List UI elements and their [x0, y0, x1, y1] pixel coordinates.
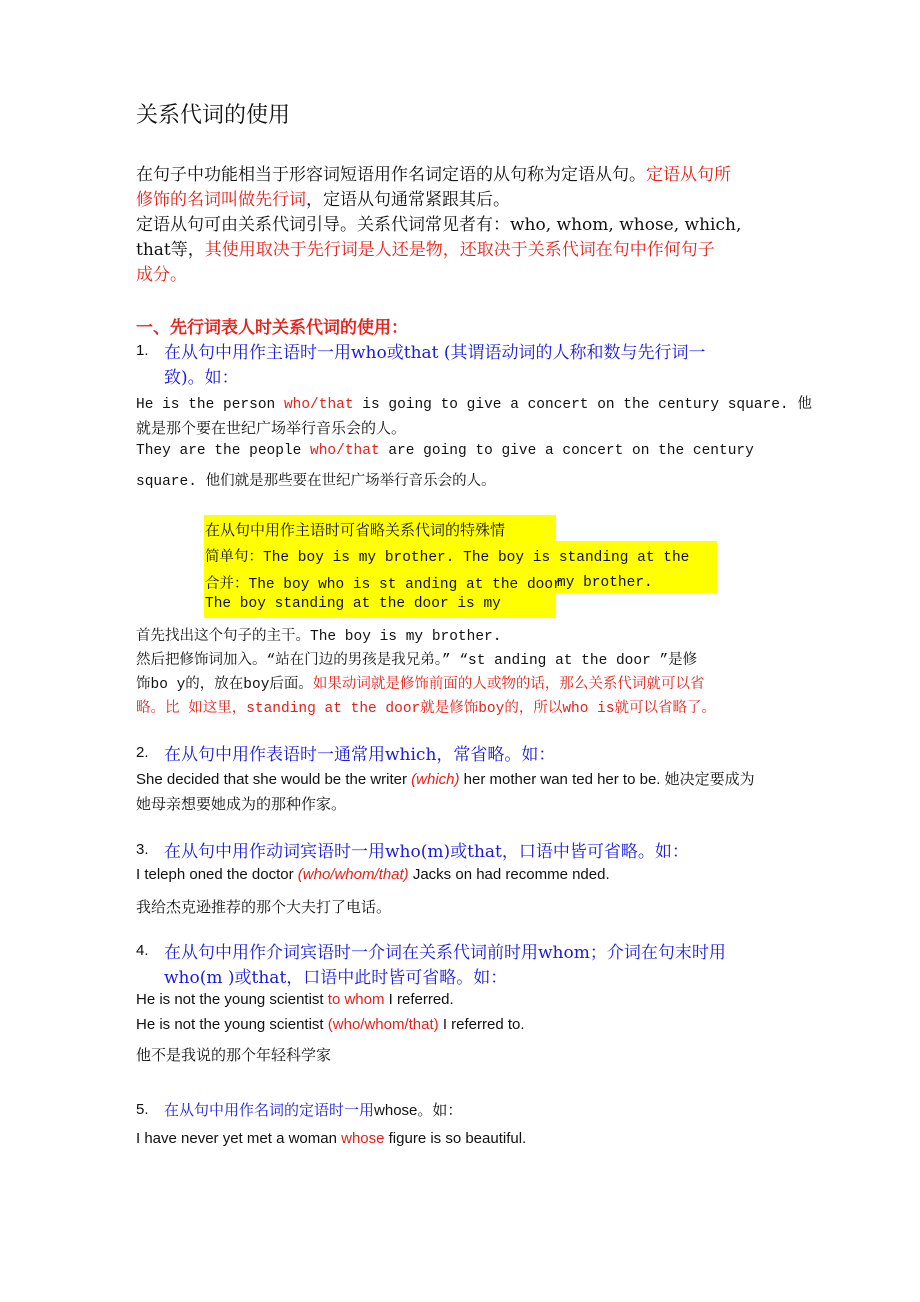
explanation-line: 略。比 如这里，standing at the door就是修饰boy的，所以who is就可以省略了。: [136, 701, 717, 717]
item-heading: 在从句中用作动词宾语时一用who(m)或that，口语中皆可省略。如：: [164, 842, 689, 862]
example-text: They are the people: [136, 443, 311, 459]
relative-pronoun: who/that: [283, 397, 354, 413]
example-translation: 他不是我说的那个年轻科学家: [136, 1046, 332, 1064]
item-heading: [164, 1099, 462, 1120]
translation-text: 他们就是那些要在世纪广场举行音乐会的人。: [205, 473, 496, 489]
relative-pronoun: (who/whom/that): [297, 866, 409, 883]
item-heading: 在从句中用作表语时一通常用which，常省略。如：: [164, 745, 556, 765]
explanation-text: 饰bo y的，放在boy后面。: [136, 677, 313, 693]
item-number: 3.: [136, 841, 149, 858]
example-text: Jacks on had recomme nded.: [408, 866, 610, 883]
section-heading: 一、先行词表人时关系代词的使用：: [136, 318, 408, 338]
relative-pronoun: (which): [411, 771, 460, 788]
intro-line: 定语从句可由关系代词引导。关系代词常见者有：who, whom, whose, which,: [136, 215, 742, 235]
example-sentence: [136, 768, 755, 789]
example-text: I teleph oned the doctor: [136, 866, 298, 883]
example-sentence: [136, 1130, 526, 1147]
example-sentence: [136, 991, 454, 1008]
example-text: He is not the young scientist: [136, 1016, 328, 1033]
item-number: 4.: [136, 942, 149, 959]
example-text: figure is so beautiful.: [384, 1130, 527, 1147]
example-text: She decided that she would be the writer: [136, 771, 412, 788]
example-text: He is the person: [136, 397, 284, 413]
intro-line: [136, 237, 715, 263]
intro-text: that等，: [136, 240, 205, 260]
example-text: He is not the young scientist: [136, 991, 328, 1008]
example-sentence: [136, 443, 754, 459]
explanation-highlight: 如果动词就是修饰前面的人或物的话，那么关系代词就可以省: [312, 677, 705, 693]
example-translation: 她母亲想要她成为的那种作家。: [136, 795, 347, 813]
note-line: 简单句：The boy is my brother. The boy is standing at the: [205, 550, 690, 566]
example-sentence: [136, 1016, 525, 1033]
intro-line: 成分。: [136, 265, 187, 285]
example-text: I referred to.: [438, 1016, 525, 1033]
item-number: 2.: [136, 744, 149, 761]
item-heading-text: whose。如：: [374, 1102, 463, 1119]
example-sentence: [136, 469, 496, 490]
relative-pronoun: to whom: [327, 991, 385, 1008]
example-text: square.: [136, 474, 206, 490]
explanation-line: [136, 672, 704, 693]
intro-text: ，定语从句通常紧跟其后。: [306, 190, 510, 210]
item-heading: 在从句中用作主语时一用who或that (其谓语动词的人称和数与先行词一: [164, 343, 706, 363]
item-number: 5.: [136, 1101, 149, 1118]
example-text: is going to give a concert on the century square.: [353, 397, 798, 413]
translation-text: 她决定要成为: [664, 770, 755, 788]
item-heading-text: 在从句中用作名词的定语时一用: [164, 1101, 375, 1119]
note-title: 在从句中用作主语时可省略关系代词的特殊情: [205, 521, 506, 539]
explanation-line: 然后把修饰词加入。“站在门边的男孩是我兄弟。” “st anding at the door ”是修: [136, 653, 698, 669]
relative-pronoun: who/that: [310, 443, 380, 459]
relative-pronoun: whose: [341, 1130, 385, 1147]
example-sentence: [136, 866, 610, 883]
relative-pronoun: (who/whom/that): [327, 1016, 439, 1033]
example-text: I referred.: [384, 991, 454, 1008]
item-heading: 致)。如：: [164, 368, 239, 388]
intro-line: [136, 162, 731, 188]
intro-highlight: 修饰的名词叫做先行词: [136, 190, 306, 210]
example-text: I have never yet met a woman: [136, 1130, 342, 1147]
item-heading: who(m )或that，口语中此时皆可省略。如：: [164, 968, 508, 988]
translation-text: 他: [797, 396, 812, 412]
example-translation: 就是那个要在世纪广场举行音乐会的人。: [136, 419, 407, 437]
example-translation: 我给杰克逊推荐的那个大夫打了电话。: [136, 898, 392, 916]
item-heading: 在从句中用作介词宾语时一介词在关系代词前时用whom；介词在句末时用: [164, 943, 726, 963]
note-line: my brother.: [557, 575, 653, 591]
example-text: are going to give a concert on the century: [379, 443, 754, 459]
example-text: her mother wan ted her to be.: [459, 771, 665, 788]
intro-text: 在句子中功能相当于形容词短语用作名词定语的从句称为定语从句。: [136, 165, 646, 185]
note-line: 合并：The boy who is st anding at the door: [205, 577, 562, 593]
intro-highlight: 定语从句所: [646, 165, 731, 185]
explanation-line: 首先找出这个句子的主干。The boy is my brother.: [136, 629, 502, 645]
page-title: 关系代词的使用: [136, 103, 291, 128]
example-sentence: [136, 392, 812, 413]
intro-line: [136, 187, 510, 213]
intro-highlight: 其使用取决于先行词是人还是物，还取决于关系代词在句中作何句子: [204, 240, 715, 260]
note-line: The boy standing at the door is my: [205, 596, 501, 612]
item-number: 1.: [136, 342, 149, 359]
